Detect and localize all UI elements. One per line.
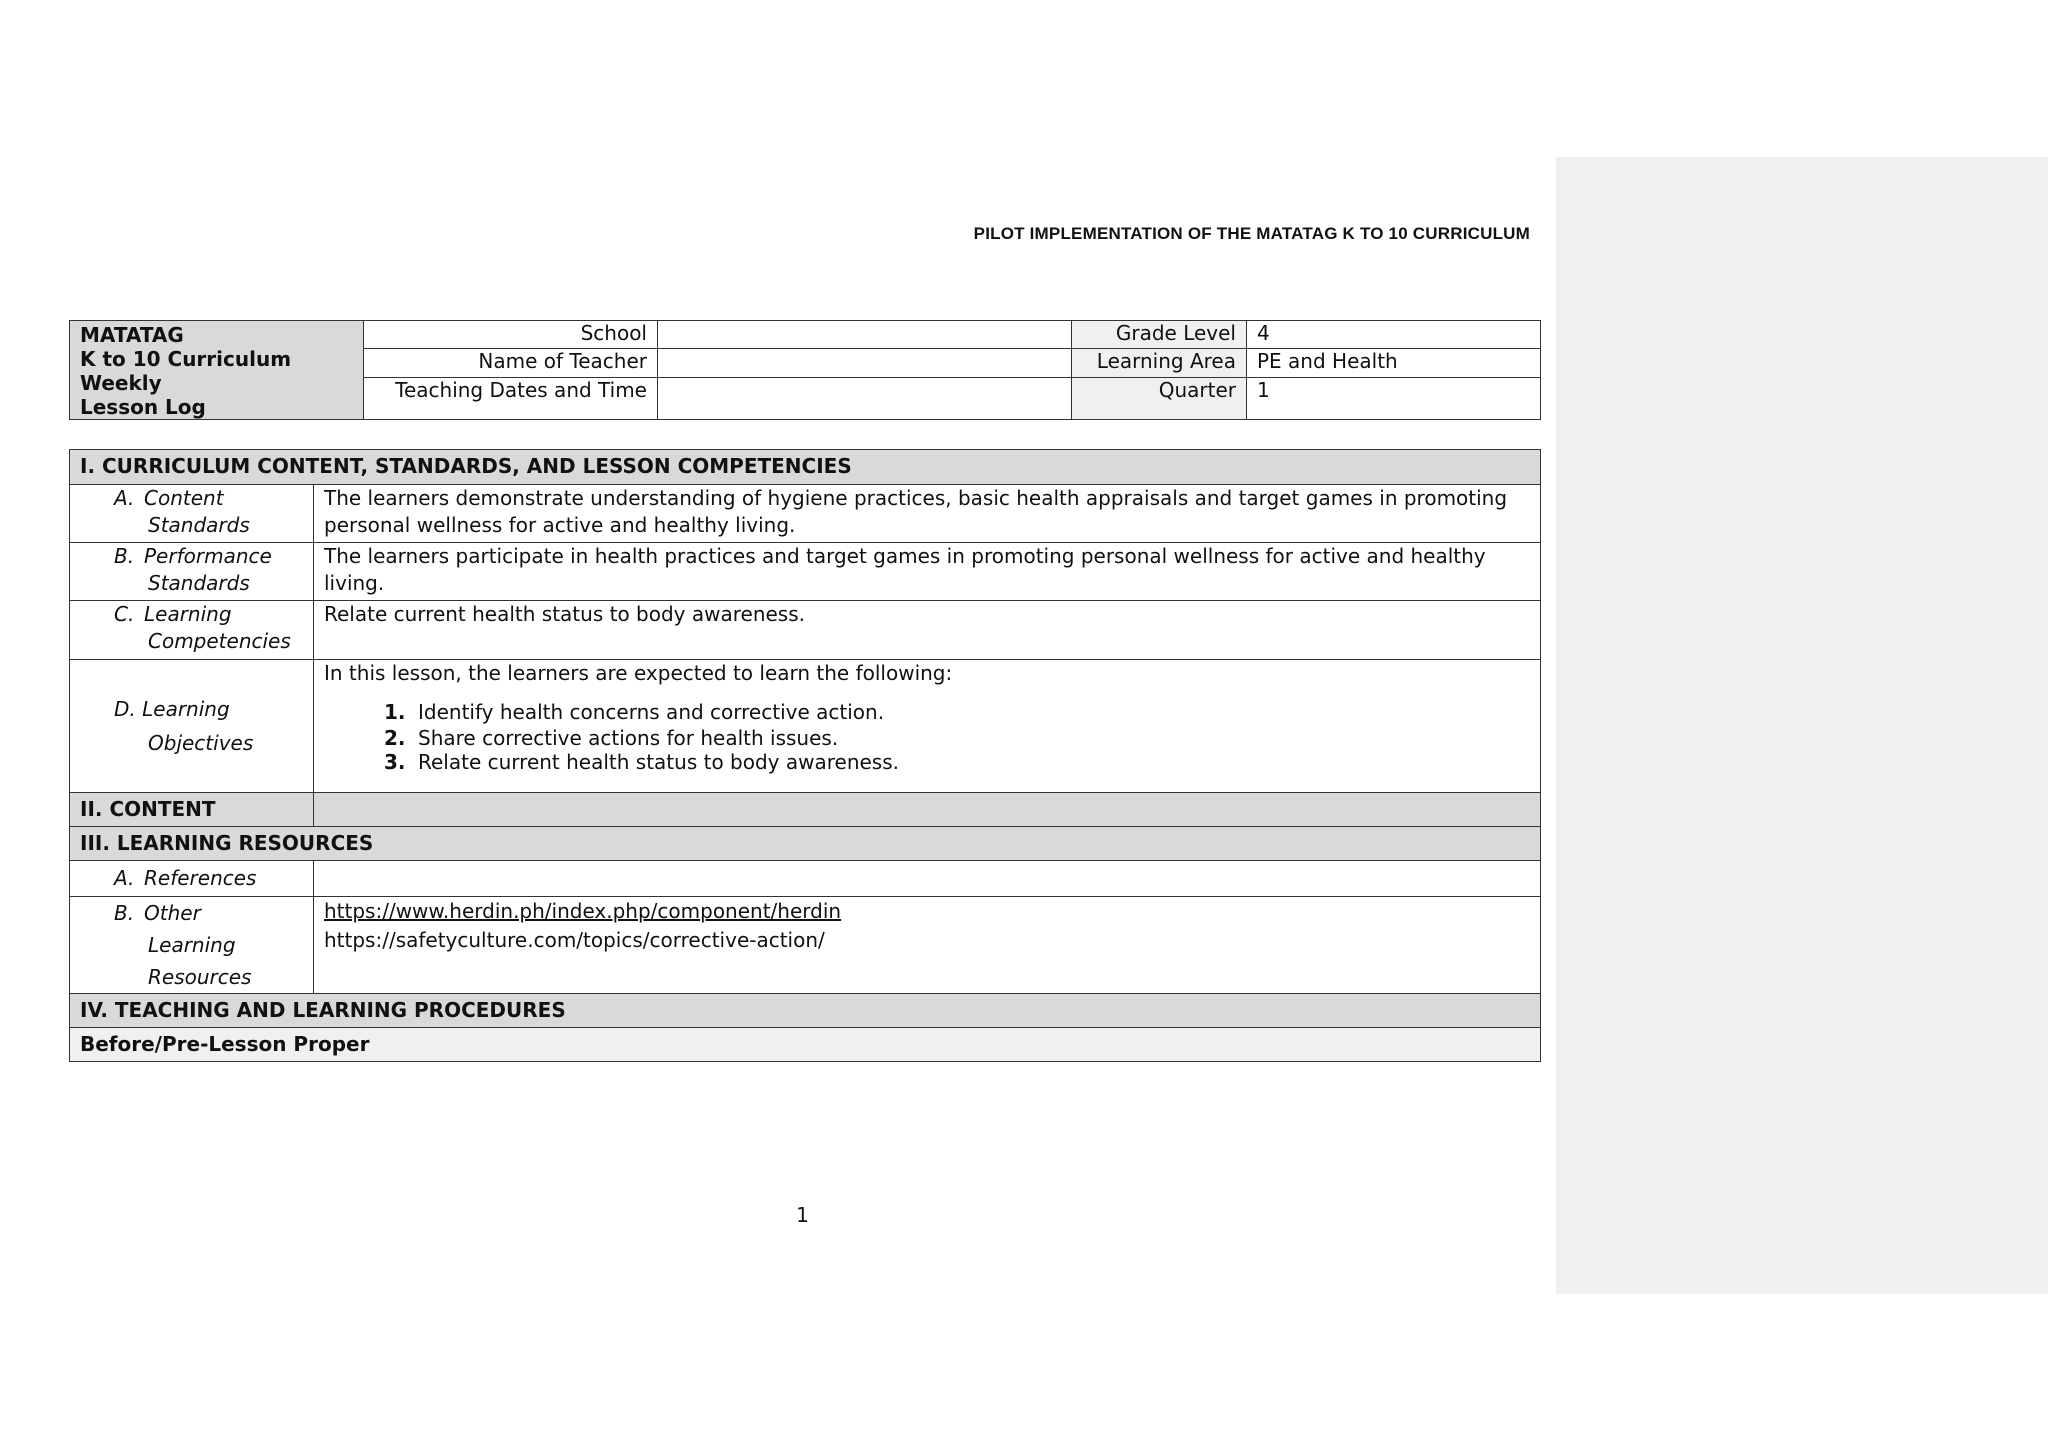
label-line: Resources <box>148 965 252 989</box>
lesson-info-table <box>69 320 1541 420</box>
dates-label: Teaching Dates and Time <box>364 377 658 419</box>
performance-standards-label <box>70 543 314 601</box>
learning-competencies-label <box>70 601 314 660</box>
side-panel <box>1556 157 2048 1294</box>
learning-competencies-text: Relate current health status to body awareness. <box>314 601 1541 660</box>
list-item <box>384 751 1530 773</box>
references-label <box>70 861 314 897</box>
item-number: 3. <box>384 750 406 774</box>
list-item <box>384 699 1530 725</box>
safetyculture-link[interactable]: https://safetyculture.com/topics/corrective-action/ <box>324 928 825 952</box>
learning-objectives-label <box>70 660 314 793</box>
page-number: 1 <box>796 1203 809 1227</box>
other-resources-value <box>314 897 1541 994</box>
grade-level-value[interactable]: 4 <box>1247 321 1541 349</box>
item-letter: B. <box>114 901 135 925</box>
item-text: Share corrective actions for health issues. <box>418 726 839 750</box>
label-line: Standards <box>148 571 250 595</box>
label-line: Standards <box>148 513 250 537</box>
list-item <box>384 725 1530 751</box>
objectives-list <box>324 699 1530 773</box>
item-letter: B. <box>114 544 135 568</box>
section-heading-procedures: IV. TEACHING AND LEARNING PROCEDURES <box>70 994 1541 1028</box>
item-text: Relate current health status to body awareness. <box>418 750 899 774</box>
pre-lesson-heading: Before/Pre-Lesson Proper <box>70 1028 1541 1062</box>
quarter-value[interactable]: 1 <box>1247 377 1541 419</box>
item-number: 2. <box>384 726 406 750</box>
learning-objectives-cell <box>314 660 1541 793</box>
label-line: Competencies <box>148 629 291 653</box>
section-heading-content: II. CONTENT <box>70 793 314 827</box>
item-letter: A. <box>114 486 135 510</box>
herdin-link[interactable]: https://www.herdin.ph/index.php/component/herdin <box>324 899 842 923</box>
item-letter: C. <box>114 602 135 626</box>
label-line: Objectives <box>148 731 254 755</box>
quarter-label: Quarter <box>1072 377 1247 419</box>
content-value <box>314 793 1541 827</box>
label-line: Content <box>144 486 224 510</box>
content-standards-text: The learners demonstrate understanding of hygiene practices, basic health appraisals and target games in promoting personal wellness for active and healthy living. <box>314 485 1541 543</box>
other-resources-label <box>70 897 314 994</box>
label-line: Learning <box>144 602 232 626</box>
label-line: References <box>144 866 257 890</box>
teacher-value[interactable] <box>658 349 1072 377</box>
learning-area-value[interactable]: PE and Health <box>1247 349 1541 377</box>
learning-area-label: Learning Area <box>1072 349 1247 377</box>
title-line: K to 10 Curriculum Weekly <box>80 347 292 395</box>
item-text: Identify health concerns and corrective action. <box>418 700 885 724</box>
performance-standards-text: The learners participate in health practices and target games in promoting personal wellness for active and healthy living. <box>314 543 1541 601</box>
content-standards-label <box>70 485 314 543</box>
title-line: MATATAG <box>80 323 184 347</box>
section-heading-curriculum: I. CURRICULUM CONTENT, STANDARDS, AND LESSON COMPETENCIES <box>70 450 1541 485</box>
label-line: Learning <box>148 933 236 957</box>
references-value <box>314 861 1541 897</box>
label-line: Other <box>144 901 201 925</box>
label-line: Performance <box>144 544 272 568</box>
lesson-log-title <box>70 321 364 420</box>
item-number: 1. <box>384 700 406 724</box>
grade-level-label: Grade Level <box>1072 321 1247 349</box>
lesson-content-table <box>69 449 1541 1062</box>
teacher-label: Name of Teacher <box>364 349 658 377</box>
objectives-intro: In this lesson, the learners are expected to learn the following: <box>324 661 953 685</box>
item-letter: A. <box>114 866 135 890</box>
dates-value[interactable] <box>658 377 1072 419</box>
title-line: Lesson Log <box>80 395 206 419</box>
section-heading-resources: III. LEARNING RESOURCES <box>70 827 1541 861</box>
pilot-header: PILOT IMPLEMENTATION OF THE MATATAG K TO 10 CURRICULUM <box>973 224 1530 243</box>
school-label: School <box>364 321 658 349</box>
school-value[interactable] <box>658 321 1072 349</box>
label-line: D. Learning <box>114 697 230 721</box>
